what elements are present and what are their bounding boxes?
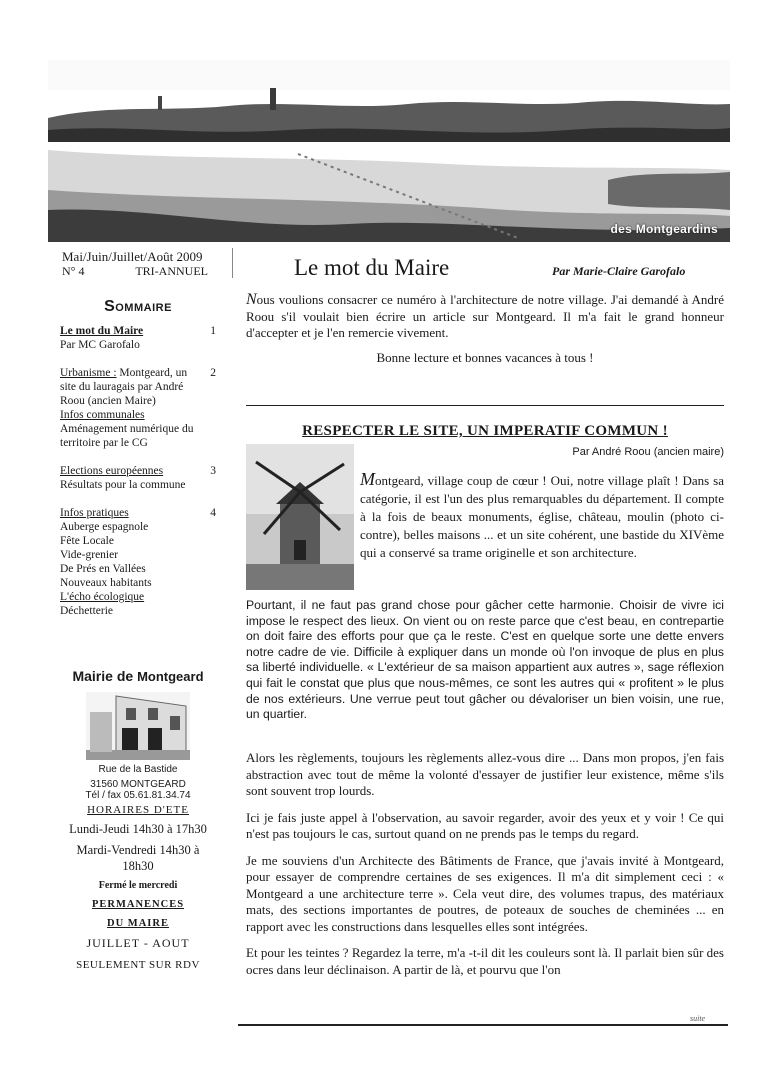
toc-entry[interactable] [60,324,216,338]
mayor-intro [246,292,724,366]
article-paragraph: Je me souviens d'un Architecte des Bâtiments de France, que j'avais invité à Montgeard, pour essayer de comprendre certaines de ses exigences. Il m'a dit simplement ceci : « Montgeard a une architecture terre ». Cela veut dire, des volumes trapus, des matériaux mats, des sections importantes de poutres, de poteaux de souches de cheminées ... en rapport avec les constructions dans lesquelles elles sont intégrées. [246,852,724,934]
windmill-photo [246,444,354,590]
toc-entry[interactable] [60,408,216,422]
hours-title: HORAIRES D'ETE [87,804,189,816]
section-rule [246,405,724,406]
toc-title: Urbanisme : [60,367,117,379]
perm-subtitle: DU MAIRE [107,918,169,929]
intro-closing: Bonne lecture et bonnes vacances à tous ! [376,349,594,365]
footer-rule [238,1024,728,1026]
perm-months: JUILLET - AOUT [86,936,190,950]
byline: Par Marie-Claire Garofalo [552,264,686,278]
perm-title: PERMANENCES [91,899,185,910]
hours-line: Mardi-Vendredi 14h30 à 18h30 [76,843,200,873]
sommaire-heading: Sommaire [104,298,172,315]
article-body [246,598,724,733]
toc-page: 4 [210,507,216,519]
article-body [246,750,724,988]
toc-line: Déchetterie [60,605,113,617]
sommaire [60,300,216,618]
banner-caption: des Montgeardins [610,222,718,236]
mairie-city: 31560 MONTGEARD [90,779,186,790]
mairie-info [60,668,216,973]
toc-entry[interactable] [60,590,216,604]
toc-page: 3 [210,465,216,477]
article-paragraph: Et pour les teintes ? Regardez la terre, m'a -t-il dit les couleurs sont là. Il parlait bien sûr des ocres dans leur déclinaison. A partir de là, et pourvu que l'on [246,945,724,977]
landscape-photo [48,60,730,242]
divider [232,248,233,278]
toc-title: L'écho écologique [60,591,145,603]
toc-title: Infos pratiques [60,507,129,519]
header-banner [48,60,730,242]
article-title: RESPECTER LE SITE, UN IMPERATIF COMMUN ! [302,423,668,439]
toc-entry[interactable] [60,366,216,408]
toc-line: Par MC Garofalo [60,339,140,351]
toc-line: De Prés en Vallées [60,563,146,575]
toc-title-rest: Montgeard, un site du lauragais par André Roou (ancien Maire) [60,367,188,407]
issue-frequency: TRI-ANNUEL [135,264,208,278]
issue-info [62,250,234,278]
mairie-phone: Tél / fax 05.61.81.34.74 [85,790,191,801]
toc-line: Fête Locale [60,535,114,547]
mairie-photo [86,692,190,760]
toc-line: Vide-grenier [60,549,119,561]
toc-line: Aménagement numérique du territoire par le CG [60,423,194,449]
continued-label: suite [690,1014,706,1023]
toc-title: Elections européennes [60,465,164,477]
page-title: Le mot du Maire [294,255,450,280]
toc-entry[interactable] [60,464,216,478]
article-paragraph: Montgeard, village coup de cœur ! Oui, notre village plaît ! Dans sa catégorie, il est l'un des plus remarquables du département. Il compte à la fois de beaux monuments, église, château, moulin (photo ci-contre), belles maisons ... et un site cohérent, une bastide du XIVème qui a conservé sa trame originelle et son architecture. [360,469,724,560]
toc-line: Nouveaux habitants [60,577,152,589]
mairie-heading: Mairie de Montgeard [72,668,204,684]
issue-number: N° 4 [62,264,85,278]
closed-note: Fermé le mercredi [98,880,178,891]
toc-entry[interactable] [60,506,216,520]
toc-page: 1 [210,325,216,337]
article-paragraph: Ici je fais juste appel à l'observation, au savoir regarder, avoir des yeux et y voir ! Ce qui n'est pas toujours le cas, surtout quand on ne prends pas le temps du regard. [246,809,724,841]
drop-cap: M [360,469,375,489]
article-paragraph: Alors les règlements, toujours les règlements allez-vous dire ... Dans mon propos, j'en fais abstraction avec tout de même la volonté d'essayer de justifier leur existence, même s'ils sont souvent trop lourds. [246,750,724,798]
issue-date: Mai/Juin/Juillet/Août 2009 [62,249,203,264]
toc-line: Résultats pour la commune [60,479,186,491]
article-paragraph: Pourtant, il ne faut pas grand chose pour gâcher cette harmonie. Choisir de vivre ici impose le respect des lieux. On vient ou on reste parce que c'est beau, en contrepartie on doit faire des efforts pour que ça le reste. C'est en quelque sorte une dette envers notre cadre de vie. Difficile à expliquer dans un monde où l'on invoque de plus en plus sa liberté individuelle. « L'extérieur de sa maison appartient aux autres », sage réflexion qui fait le constat que plus que nous-mêmes, ce sont les autres qui « profitent » le plus de nos extérieurs. Une verrue peut tout gâcher ou dévaloriser un bien voisin, une rue, un quartier. [246,598,724,722]
hours-line: Lundi-Jeudi 14h30 à 17h30 [69,822,207,836]
mairie-street: Rue de la Bastide [98,764,178,775]
toc-title: Le mot du Maire [60,325,144,337]
article-author: Par André Roou (ancien maire) [572,446,724,458]
toc-title: Infos communales [60,409,145,421]
toc-line: Auberge espagnole [60,521,149,533]
drop-cap: N [246,291,257,308]
toc-page: 2 [210,367,216,379]
intro-paragraph: ous voulions consacrer ce numéro à l'architecture de notre village. J'ai demandé à André Roou s'il voulait bien écrire un article sur Montgeard. Il m'a fait le grand honneur d'accepter et je l'en remercie vivement. [246,292,724,340]
perm-rdv: SEULEMENT SUR RDV [76,959,200,971]
